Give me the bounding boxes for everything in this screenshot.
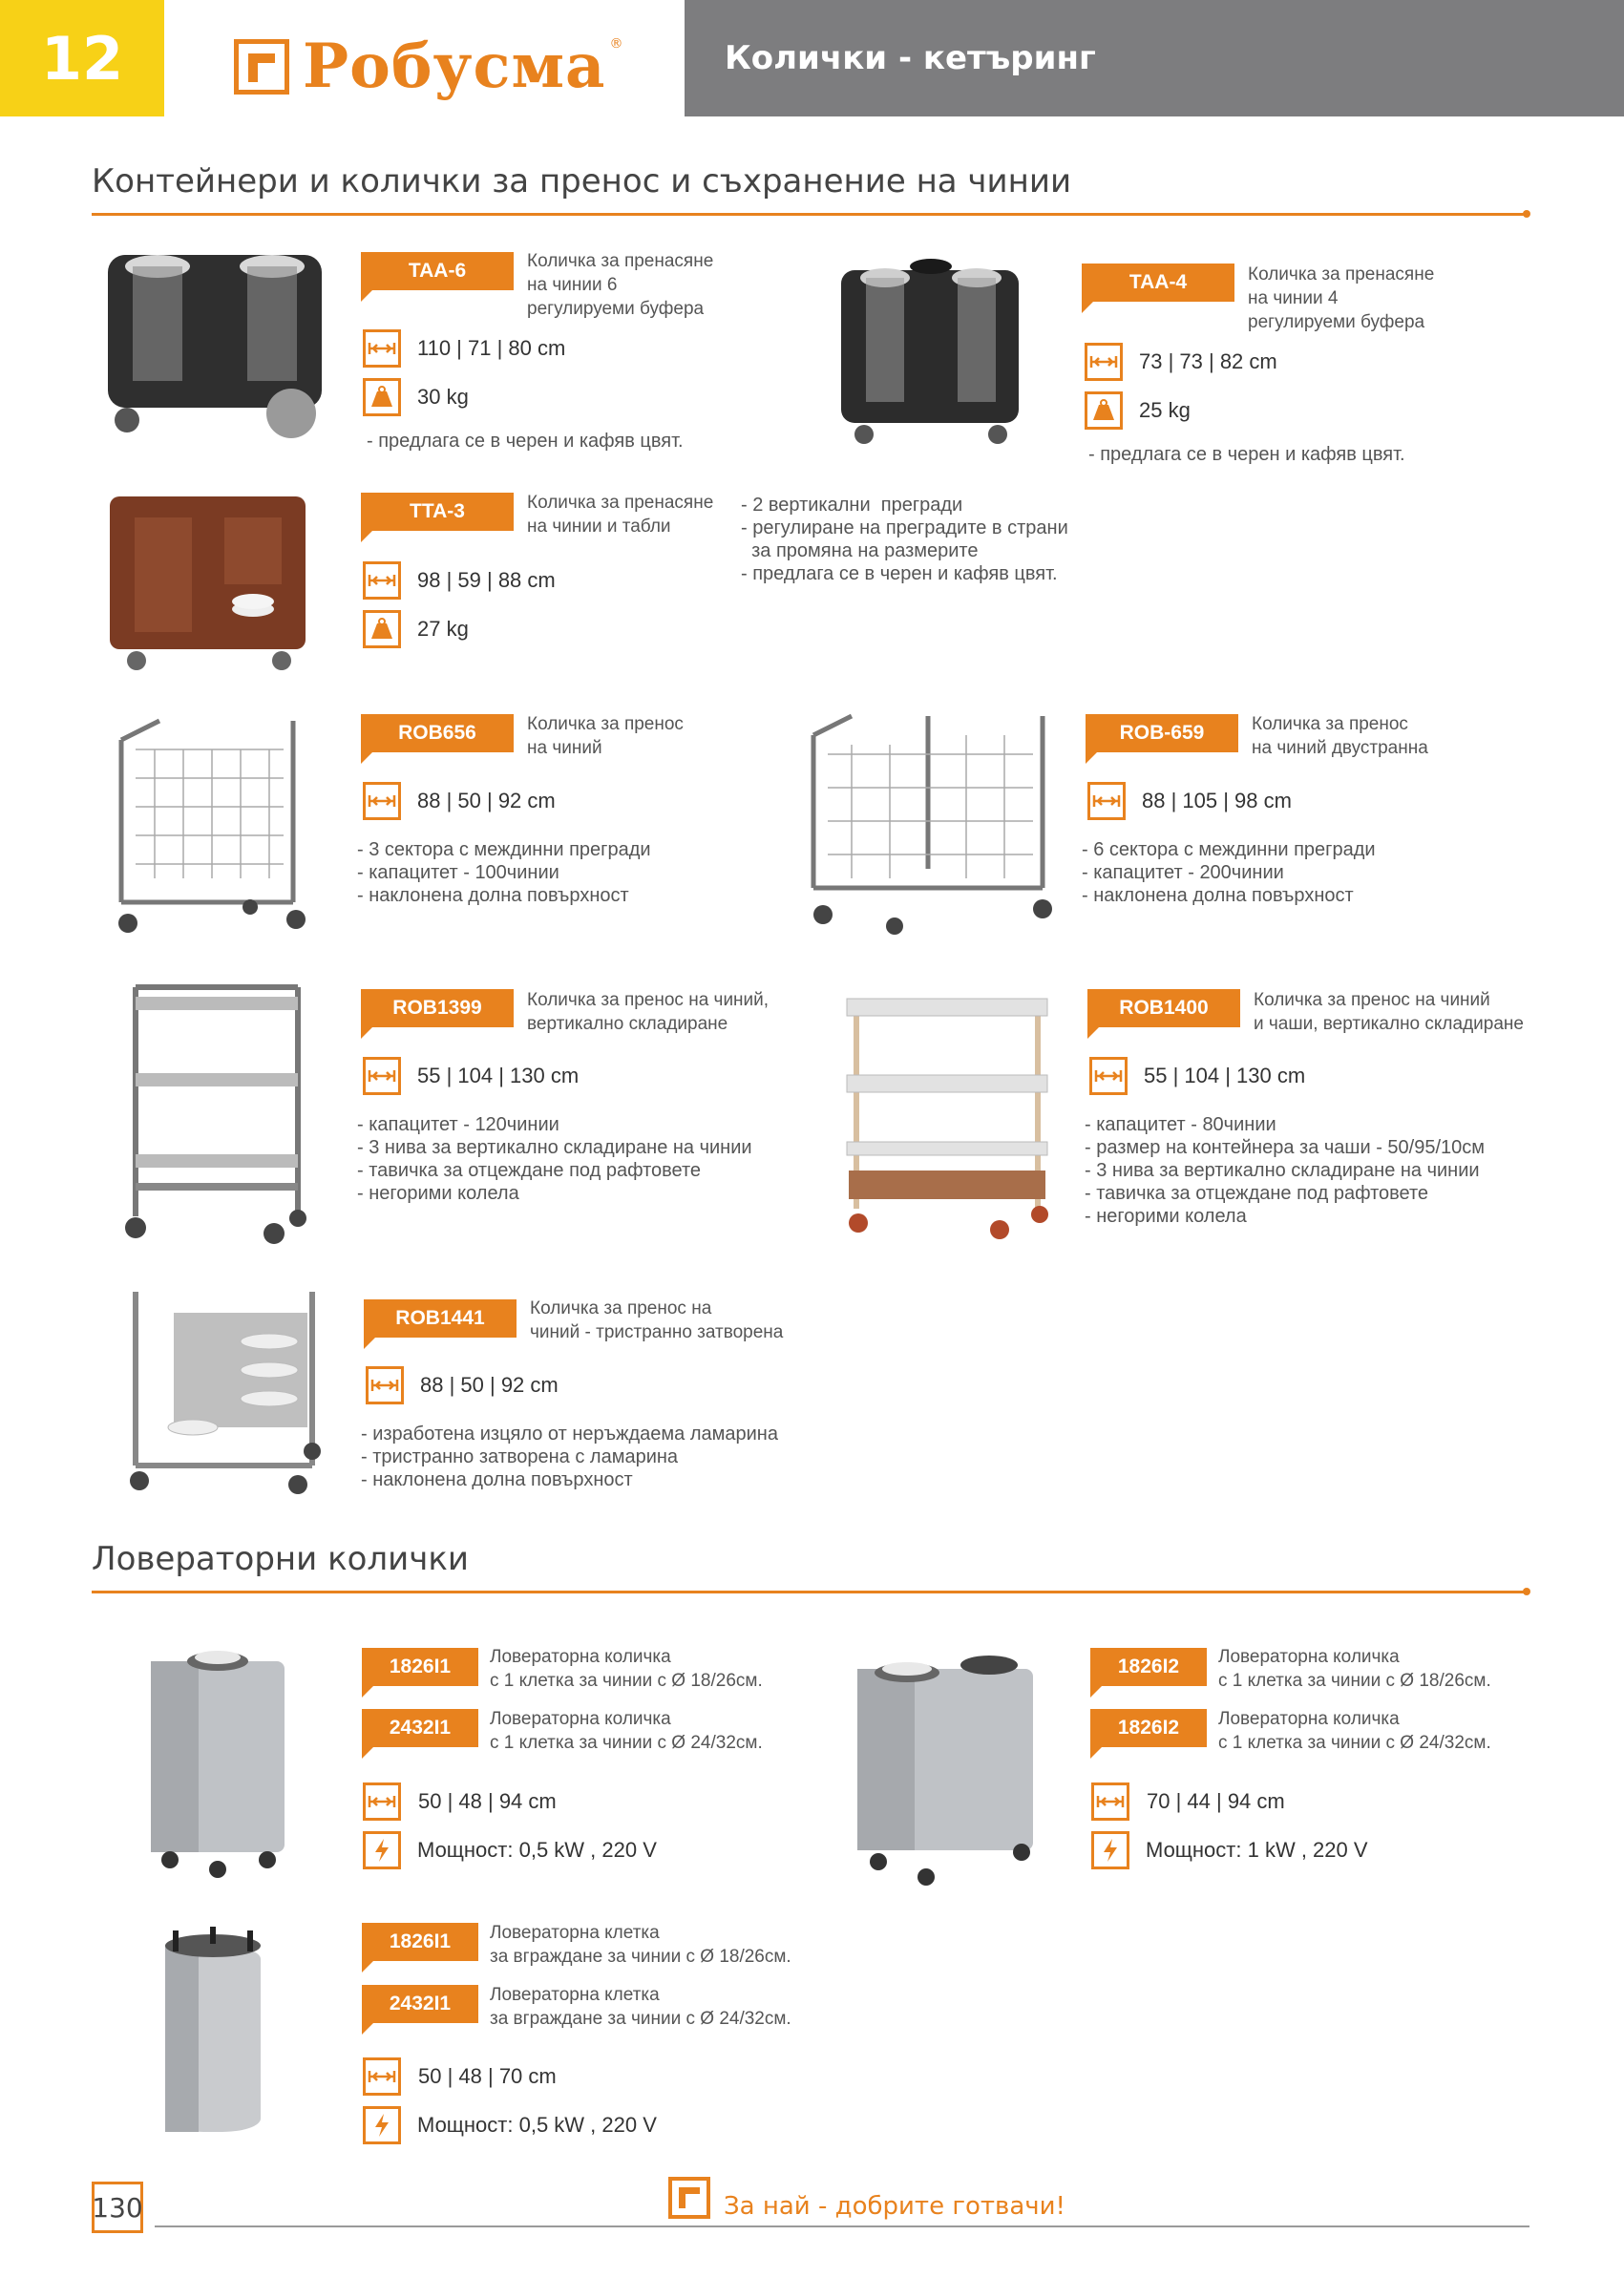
product-code-badge: TTA-3: [361, 493, 514, 531]
dimensions-icon: [363, 2057, 401, 2096]
product-dimensions: 110 | 71 | 80 cm: [417, 336, 566, 360]
taa4-image: [835, 253, 1026, 449]
product-notes: - 2 вертикални прегради - регулиране на преградите в страни за промяна на размерите - предлага се в черен и кафяв цвят.: [741, 495, 1068, 584]
rob1400-image: [837, 989, 1057, 1247]
product-dimensions: 50 | 48 | 94 cm: [418, 1789, 557, 1813]
product-weight: 30 kg: [417, 385, 469, 409]
taa6-image: [100, 243, 329, 444]
weight-icon: [363, 610, 401, 648]
dimensions-icon: [1085, 343, 1123, 381]
product-code-badge: ROB1399: [361, 989, 514, 1027]
page-number: 130: [92, 2182, 143, 2233]
category-title: Колички - кетъринг: [685, 0, 1624, 116]
product-description: Количка за пренос на чиний и чаши, вертикално складиране: [1254, 990, 1524, 1034]
dimensions-icon: [366, 1366, 404, 1404]
product-code-badge: ROB656: [361, 714, 514, 752]
product-notes: - 3 сектора с междинни прегради - капацитет - 100чинии - наклонена долна повърхност: [357, 839, 651, 906]
dimensions-icon: [363, 329, 401, 368]
product-dimensions: 98 | 59 | 88 cm: [417, 568, 556, 592]
registered-mark: ®: [609, 36, 623, 52]
product-description: Ловераторна количка с 1 клетка за чинии с Ø 24/32см.: [490, 1709, 763, 1753]
product-description: Ловераторна количка с 1 клетка за чинии с Ø 24/32см.: [1218, 1709, 1491, 1753]
tta3-image: [100, 489, 315, 675]
product-code-badge: ROB-659: [1086, 714, 1238, 752]
product-code-badge: 1826I1: [362, 1648, 478, 1686]
product-dimensions: 55 | 104 | 130 cm: [1144, 1064, 1306, 1087]
logo-icon: [234, 39, 289, 95]
section-divider: [92, 213, 1529, 216]
rob1441-image: [126, 1284, 331, 1494]
product-code-badge: TAA-4: [1082, 264, 1234, 302]
section-title: Ловераторни колички: [92, 1540, 469, 1578]
rob1399-image: [116, 978, 317, 1245]
product-code-badge: 2432I1: [362, 1709, 478, 1747]
dimensions-icon: [363, 561, 401, 600]
product-weight: 25 kg: [1139, 398, 1191, 422]
dimensions-icon: [1087, 782, 1126, 820]
lov3-image: [156, 1927, 270, 2146]
lov2-image: [850, 1640, 1041, 1888]
brand-name: Робусмa: [303, 31, 606, 102]
product-description: Количка за пренос на чиний двустранна: [1252, 714, 1428, 758]
product-code-badge: 2432I1: [362, 1985, 478, 2023]
product-notes: - капацитет - 80чинии - размер на контейнера за чаши - 50/95/10см - 3 нива за вертикално складиране на чинии - тавичка за отцеждане под рафтовете - негорими колела: [1085, 1114, 1486, 1227]
dimensions-icon: [1091, 1782, 1129, 1821]
product-notes: - изработена изцяло от неръждаема ламарина - тристранно затворена с ламарина - наклонена долна повърхност: [361, 1424, 778, 1490]
weight-icon: [1085, 391, 1123, 430]
product-description: Ловераторна количка с 1 клетка за чинии с Ø 18/26см.: [490, 1647, 763, 1691]
product-description: Ловераторна клетка за вграждане за чинии с Ø 24/32см.: [490, 1985, 791, 2029]
product-description: Количка за пренасяне на чинии 4 регулируеми буфера: [1248, 264, 1435, 332]
product-code-badge: 1826I1: [362, 1923, 478, 1961]
product-description: Ловераторна количка с 1 клетка за чинии с Ø 18/26см.: [1218, 1647, 1491, 1691]
product-notes: - предлага се в черен и кафяв цвят.: [1088, 444, 1405, 465]
product-dimensions: 50 | 48 | 70 cm: [418, 2064, 557, 2088]
product-dimensions: 55 | 104 | 130 cm: [417, 1064, 580, 1087]
footer-divider: [155, 2225, 1529, 2227]
product-code-badge: TAA-6: [361, 252, 514, 290]
product-description: Количка за пренасяне на чинии 6 регулируеми буфера: [527, 251, 714, 319]
power-icon: [363, 1831, 401, 1869]
product-code-badge: 1826I2: [1090, 1648, 1207, 1686]
weight-icon: [363, 378, 401, 416]
rob656-image: [107, 711, 312, 940]
product-description: Количка за пренос на чиний - тристранно затворена: [530, 1298, 784, 1342]
footer-slogan: За най - добрите готвачи!: [724, 2192, 1065, 2221]
product-code-badge: ROB1441: [364, 1299, 517, 1338]
product-notes: - капацитет - 120чинии - 3 нива за вертикално складиране на чинии - тавичка за отцеждане под рафтовете - негорими колела: [357, 1114, 752, 1204]
product-weight: 27 kg: [417, 617, 469, 641]
brand-logo: [234, 31, 623, 102]
product-description: Количка за пренасяне на чинии и табли: [527, 493, 714, 537]
product-description: Количка за пренос на чиний, вертикално складиране: [527, 990, 770, 1034]
product-power: Мощност: 1 kW , 220 V: [1146, 1838, 1368, 1862]
dimensions-icon: [363, 1057, 401, 1095]
product-description: Количка за пренос на чиний: [527, 714, 684, 758]
product-code-badge: 1826I2: [1090, 1709, 1207, 1747]
product-dimensions: 70 | 44 | 94 cm: [1147, 1789, 1285, 1813]
lov1-image: [141, 1642, 294, 1881]
section-divider: [92, 1591, 1529, 1593]
rob659-image: [794, 697, 1062, 936]
product-notes: - предлага се в черен и кафяв цвят.: [367, 431, 684, 452]
product-description: Ловераторна клетка за вграждане за чинии с Ø 18/26см.: [490, 1923, 791, 1967]
product-notes: - 6 сектора с междинни прегради - капацитет - 200чинии - наклонена долна повърхност: [1082, 839, 1376, 906]
dimensions-icon: [363, 782, 401, 820]
page-number-badge: 12: [0, 0, 164, 116]
product-dimensions: 88 | 50 | 92 cm: [420, 1373, 559, 1397]
product-power: Мощност: 0,5 kW , 220 V: [417, 1838, 657, 1862]
dimensions-icon: [363, 1782, 401, 1821]
product-dimensions: 88 | 50 | 92 cm: [417, 789, 556, 812]
product-dimensions: 88 | 105 | 98 cm: [1142, 789, 1292, 812]
dimensions-icon: [1089, 1057, 1128, 1095]
product-power: Мощност: 0,5 kW , 220 V: [417, 2113, 657, 2137]
section-title: Контейнери и колички за пренос и съхранение на чинии: [92, 162, 1072, 200]
power-icon: [1091, 1831, 1129, 1869]
product-code-badge: ROB1400: [1087, 989, 1240, 1027]
footer-logo-icon: [668, 2177, 710, 2219]
product-dimensions: 73 | 73 | 82 cm: [1139, 349, 1277, 373]
power-icon: [363, 2106, 401, 2144]
